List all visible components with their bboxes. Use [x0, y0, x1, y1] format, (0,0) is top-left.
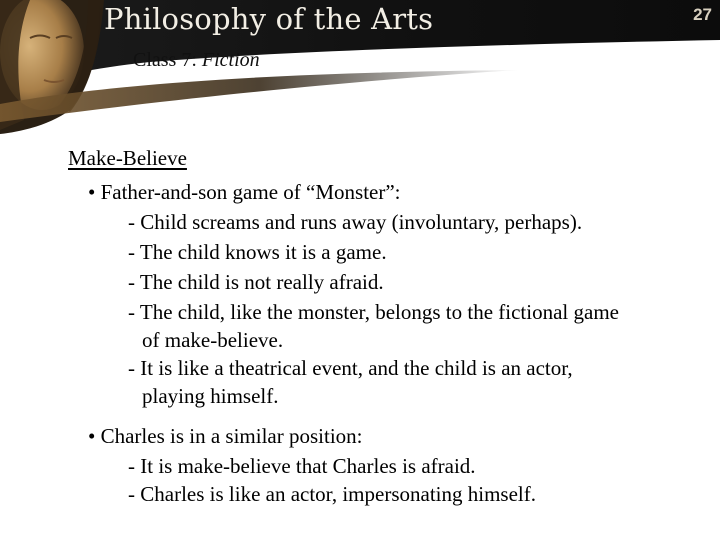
- bullet-item: • Father-and-son game of “Monster”:: [88, 180, 401, 204]
- sub-item: - It is make-believe that Charles is afraid.: [128, 454, 476, 478]
- class-topic: Fiction: [201, 49, 260, 71]
- sub-item: - The child knows it is a game.: [128, 240, 387, 264]
- course-title: Philosophy of the Arts: [104, 2, 434, 36]
- class-label: Class 7:: [133, 49, 202, 71]
- class-subtitle: [133, 49, 260, 72]
- section-title: Make-Believe: [68, 146, 187, 170]
- slide-number: 27: [693, 5, 712, 24]
- sub-item: - Charles is like an actor, impersonating himself.: [128, 482, 536, 506]
- bullet-item: • Charles is in a similar position:: [88, 424, 363, 448]
- sub-item: - It is like a theatrical event, and the child is an actor,: [128, 356, 573, 380]
- header-banner: [0, 0, 720, 140]
- sub-item-continuation: of make-believe.: [142, 328, 284, 352]
- sub-item: - The child, like the monster, belongs to the fictional game: [128, 300, 619, 324]
- sub-item: - Child screams and runs away (involuntary, perhaps).: [128, 210, 583, 234]
- sub-item: - The child is not really afraid.: [128, 270, 384, 294]
- sub-item-continuation: playing himself.: [142, 384, 279, 408]
